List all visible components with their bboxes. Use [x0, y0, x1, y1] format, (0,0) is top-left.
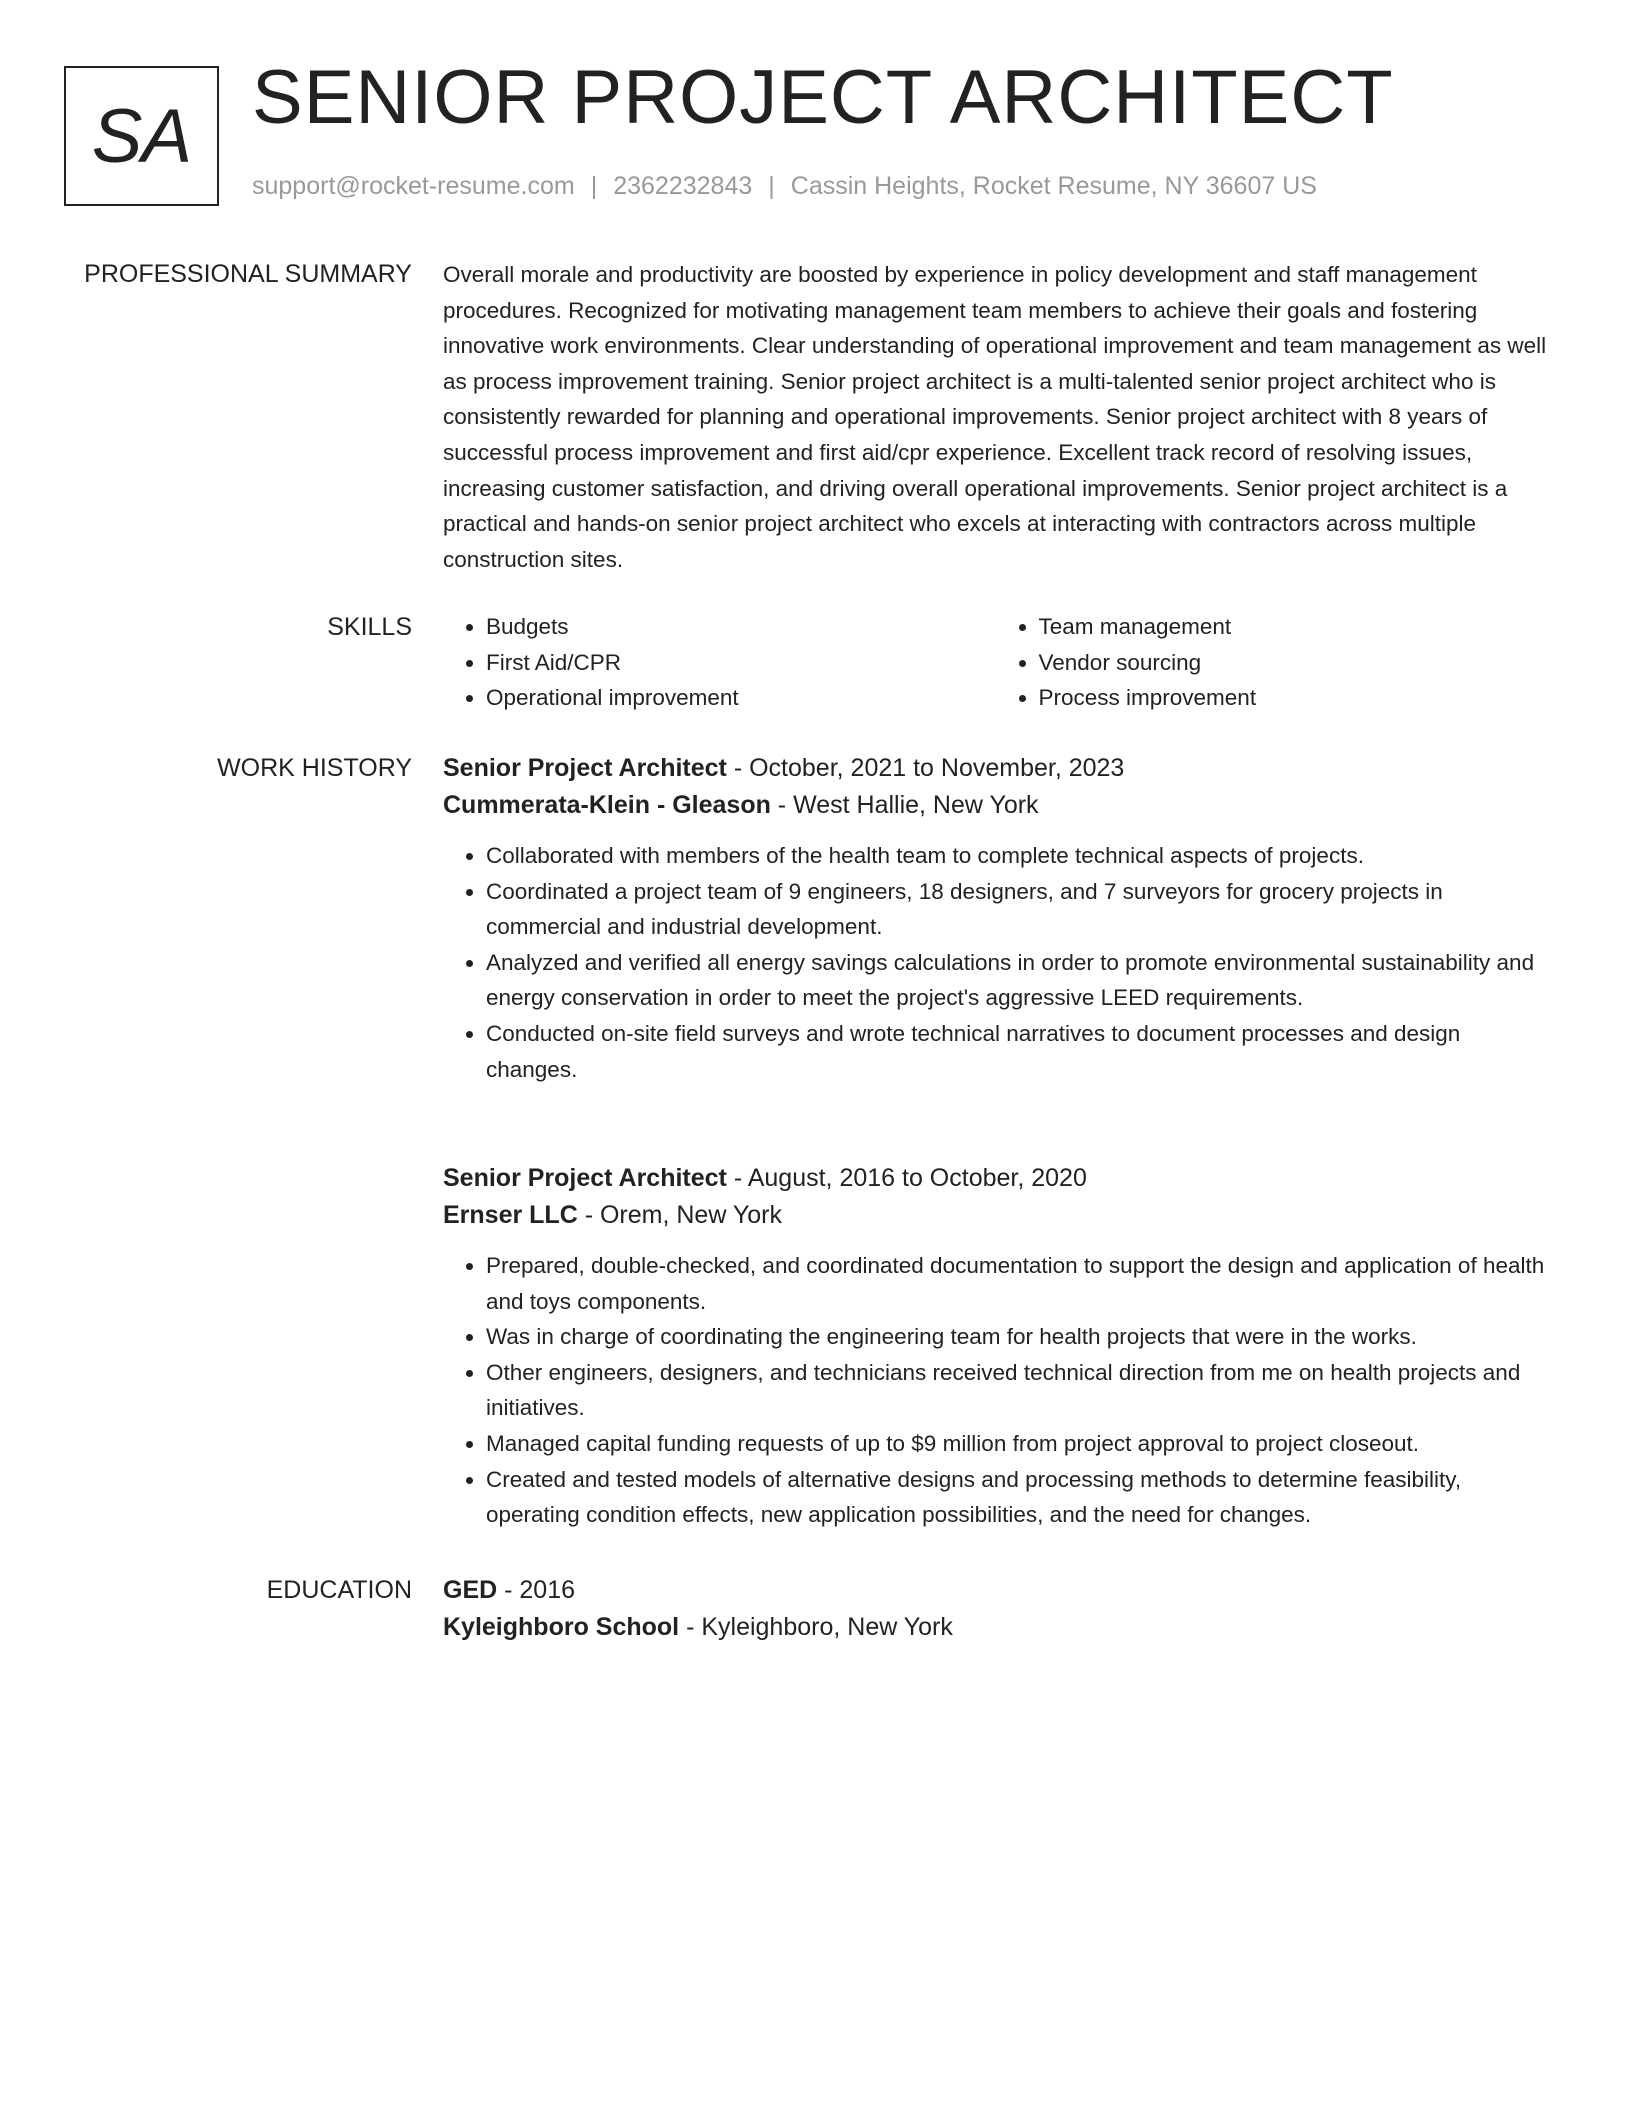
section-label-summary: PROFESSIONAL SUMMARY — [84, 260, 412, 288]
contact-line — [252, 172, 1317, 201]
school-line — [443, 1609, 1548, 1646]
job-title: Senior Project Architect — [443, 754, 727, 782]
skill-item: • Process improvement — [1039, 680, 1549, 716]
section-label-education: EDUCATION — [266, 1576, 412, 1604]
job-bullets — [443, 1248, 1548, 1533]
job-title-line — [443, 750, 1548, 787]
company-name: Ernser LLC — [443, 1201, 578, 1229]
dash: - — [679, 1613, 702, 1641]
list-item: • Coordinated a project team of 9 engineers, 18 designers, and 7 surveyors for grocery projects in commercial and industrial development. — [486, 874, 1548, 945]
phone: 2362232843 — [613, 172, 753, 200]
separator: | — [590, 172, 598, 200]
list-item: • Analyzed and verified all energy savings calculations in order to promote environmental sustainability and energy conservation in order to meet the project's aggressive LEED requirements. — [486, 945, 1548, 1016]
skill-item: • Team management — [1039, 609, 1549, 645]
dash: - — [577, 1201, 600, 1229]
school-name: Kyleighboro School — [443, 1613, 680, 1641]
job-dates: October, 2021 to November, 2023 — [749, 754, 1125, 782]
list-item: • Collaborated with members of the health team to complete technical aspects of projects. — [486, 838, 1548, 874]
list-item: • Managed capital funding requests of up to $9 million from project approval to project closeout. — [486, 1426, 1548, 1462]
list-item: • Other engineers, designers, and technicians received technical direction from me on health projects and initiatives. — [486, 1355, 1548, 1426]
job-company-line — [443, 1197, 1548, 1234]
dash: - — [726, 1164, 748, 1192]
job-title-line — [443, 1160, 1548, 1197]
list-item: • Created and tested models of alternative designs and processing methods to determine feasibility, operating condition effects, new application possibilities, and the need for changes. — [486, 1462, 1548, 1533]
job-title: Senior Project Architect — [443, 1164, 727, 1192]
dash: - — [497, 1576, 520, 1604]
skill-item: • Operational improvement — [486, 680, 996, 716]
job-location: West Hallie, New York — [793, 791, 1039, 819]
school-location: Kyleighboro, New York — [701, 1613, 953, 1641]
dash: - — [726, 754, 750, 782]
skill-item: • Budgets — [486, 609, 996, 645]
job-bullets — [443, 838, 1548, 1087]
graduation-year: 2016 — [519, 1576, 576, 1604]
list-item: • Was in charge of coordinating the engineering team for health projects that were in the works. — [486, 1319, 1548, 1355]
list-item: • Prepared, double-checked, and coordinated documentation to support the design and application of health and toys components. — [486, 1248, 1548, 1319]
page-title: SENIOR PROJECT ARCHITECT — [252, 55, 1394, 140]
job-company-line — [443, 787, 1548, 824]
skills-column-2 — [996, 609, 1549, 716]
company-name: Cummerata-Klein - Gleason — [443, 791, 771, 819]
job-entry — [443, 1160, 1548, 1533]
skill-item: • Vendor sourcing — [1039, 645, 1549, 681]
address: Cassin Heights, Rocket Resume, NY 36607 US — [790, 172, 1317, 200]
skills-column-1 — [443, 609, 996, 716]
monogram-box — [64, 66, 219, 206]
job-location: Orem, New York — [599, 1201, 782, 1229]
degree: GED — [443, 1576, 498, 1604]
section-label-work: WORK HISTORY — [217, 754, 412, 782]
email: support@rocket-resume.com — [252, 172, 575, 200]
skill-item: • First Aid/CPR — [486, 645, 996, 681]
separator: | — [768, 172, 775, 200]
job-dates: August, 2016 to October, 2020 — [747, 1164, 1087, 1192]
degree-line — [443, 1572, 1548, 1609]
section-label-skills: SKILLS — [327, 613, 412, 641]
initials: SA — [91, 93, 192, 179]
job-entry — [443, 750, 1548, 1087]
list-item: • Conducted on-site field surveys and wrote technical narratives to document processes and design changes. — [486, 1016, 1548, 1087]
summary-text: Overall morale and productivity are boosted by experience in policy development and staff management procedures. Recognized for motivating management team members to achieve their goals and fostering innovative work environments. Clear understanding of operational improvement and team management as well as process improvement training. Senior project architect is a multi-talented senior project architect who is consistently rewarded for planning and operational improvements. Senior project architect with 8 years of successful process improvement and first aid/cpr experience. Excellent track record of resolving issues, increasing customer satisfaction, and driving overall operational improvements. Senior project architect is a practical and hands-on senior project architect who excels at interacting with contractors across multiple construction sites. — [443, 262, 1547, 572]
dash: - — [770, 791, 794, 819]
